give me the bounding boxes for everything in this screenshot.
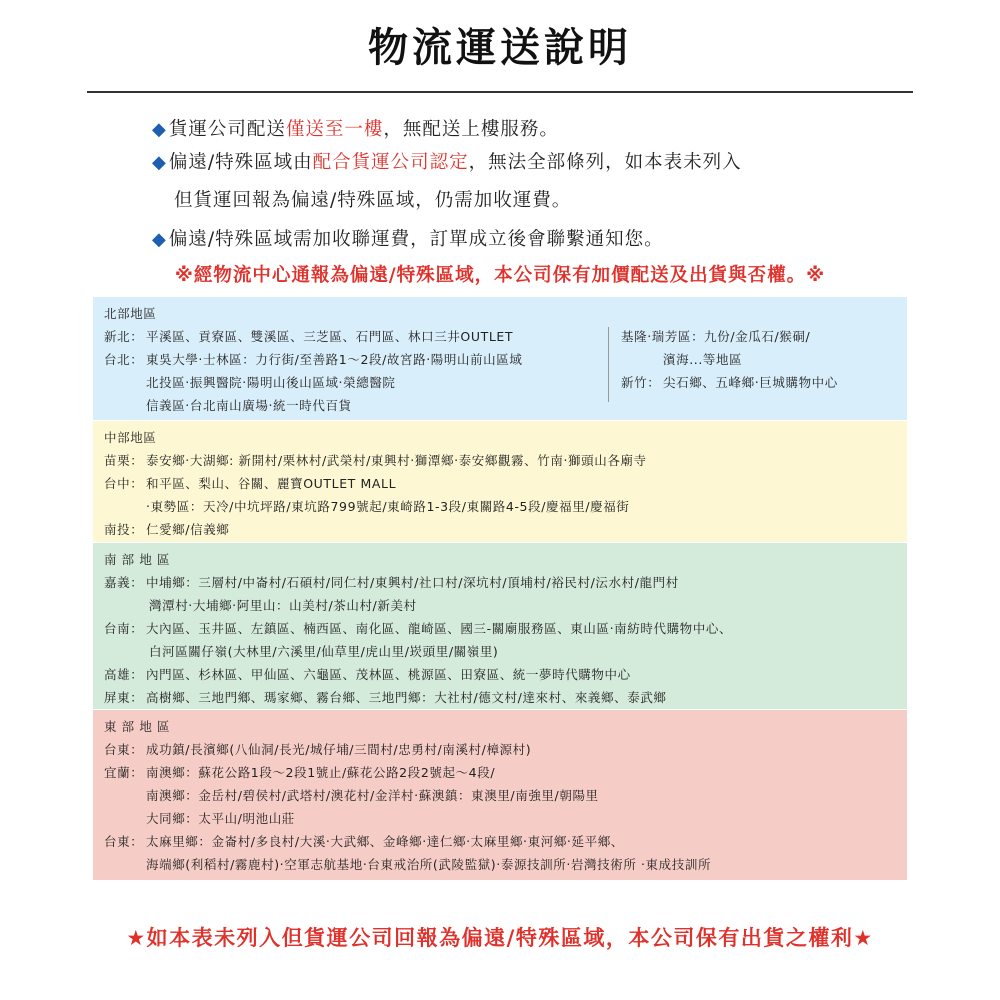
area-text: 大內區、玉井區、左鎮區、楠西區、南化區、龍崎區、國三-關廟服務區、東山區‧南紡時代購物中心、 <box>146 621 733 636</box>
region-line <box>104 594 896 617</box>
region-line <box>104 518 896 541</box>
area-text: 和平區、梨山、谷關、麗寶OUTLET MALL <box>146 476 397 491</box>
note-item <box>152 115 559 141</box>
note-text: ，無法全部條列，如本表未列入 <box>468 152 742 173</box>
area-text: 高樹鄉、三地門鄉、瑪家鄉、霧台鄉、三地門鄉：大社村/德文村/達來村、來義鄉、泰武鄉 <box>146 690 667 705</box>
note-item <box>152 186 571 212</box>
area-text: 成功鎮/長濱鄉(八仙洞/長光/城仔埔/三間村/忠勇村/南溪村/樟源村) <box>146 742 532 757</box>
area-text: 東吳大學‧士林區：力行街/至善路1～2段/故宮路‧陽明山前山區域 <box>146 352 523 367</box>
region-line <box>104 761 896 784</box>
area-text: 南澳鄉：金岳村/碧侯村/武塔村/澳花村/金洋村‧蘇澳鎮：東澳里/南強里/朝陽里 <box>146 788 599 803</box>
area-label: 台東： <box>104 742 144 757</box>
region-north <box>93 297 907 420</box>
region-line <box>104 784 896 807</box>
region-line <box>104 394 522 417</box>
area-label: 新竹： <box>621 375 661 390</box>
area-text: 泰安鄉‧大湖鄉: 新開村/栗林村/武榮村/東興村‧獅潭鄉‧泰安鄉觀霧、竹南‧獅頭山各廟寺 <box>146 453 647 468</box>
area-label: 宜蘭： <box>104 765 144 780</box>
area-text: 白河區關仔嶺(大林里/六溪里/仙草里/虎山里/崁頭里/關嶺里) <box>149 644 499 659</box>
region-central <box>93 421 907 542</box>
region-south <box>93 543 907 709</box>
area-text: 北投區‧振興醫院‧陽明山後山區域‧榮總醫院 <box>146 375 396 390</box>
area-text: ‧東勢區：天冷/中坑坪路/東坑路799號起/東崎路1-3段/東關路4-5段/慶福里/慶福街 <box>146 499 630 514</box>
area-text: 仁愛鄉/信義鄉 <box>146 522 230 537</box>
diamond-icon: ◆ <box>152 229 167 250</box>
region-heading: 南 部 地 區 <box>104 552 171 567</box>
region-line <box>104 371 522 394</box>
region-line <box>104 472 896 495</box>
region-line <box>104 348 522 371</box>
region-line <box>104 325 522 348</box>
area-text: 內門區、杉林區、甲仙區、六龜區、茂林區、桃源區、田寮區、統一夢時代購物中心 <box>146 667 631 682</box>
area-label: 屏東： <box>104 690 144 705</box>
area-text: 大同鄉：太平山/明池山莊 <box>146 811 295 826</box>
region-east <box>93 710 907 880</box>
area-text: 基隆‧瑞芳區：九份/金瓜石/猴硐/ <box>621 329 811 344</box>
region-heading: 中部地區 <box>104 430 157 445</box>
area-text: 平溪區、貢寮區、雙溪區、三芝區、石門區、林口三井OUTLET <box>146 329 514 344</box>
region-heading: 北部地區 <box>104 306 157 321</box>
region-line <box>104 640 896 663</box>
area-text: 灣潭村‧大埔鄉‧阿里山：山美村/茶山村/新美村 <box>149 598 417 613</box>
region-line <box>621 348 838 371</box>
note-text: ，無配送上樓服務。 <box>383 119 559 140</box>
area-label: 台東： <box>104 834 144 849</box>
highlight-text: 僅送至一樓 <box>285 119 384 140</box>
area-text: 南澳鄉：蘇花公路1段～2段1號止/蘇花公路2段2號起～4段/ <box>146 765 496 780</box>
area-label: 高雄： <box>104 667 144 682</box>
page-title: 物流運送說明 <box>368 25 632 71</box>
highlight-text: 配合貨運公司認定 <box>312 152 469 173</box>
region-line <box>104 617 896 640</box>
region-line <box>104 738 896 761</box>
area-label: 苗栗： <box>104 453 144 468</box>
region-line <box>104 663 896 686</box>
area-label: 台中： <box>104 476 144 491</box>
note-text: 但貨運回報為偏遠/特殊區域，仍需加收運費。 <box>174 190 572 211</box>
area-label: 南投： <box>104 522 144 537</box>
region-line <box>104 686 896 709</box>
footer-notice: ★如本表未列入但貨運公司回報為偏遠/特殊區域，本公司保有出貨之權利★ <box>126 926 874 950</box>
area-label: 新北： <box>104 329 144 344</box>
area-label: 嘉義： <box>104 575 144 590</box>
area-label: 台南： <box>104 621 144 636</box>
region-line <box>104 495 896 518</box>
region-line <box>621 325 838 348</box>
region-line <box>621 371 838 394</box>
region-heading: 東 部 地 區 <box>104 719 171 734</box>
region-line <box>104 571 896 594</box>
note-item <box>152 148 742 174</box>
diamond-icon: ◆ <box>152 152 167 173</box>
note-text: 貨運公司配送 <box>168 119 286 140</box>
region-line <box>104 807 896 830</box>
note-text: 偏遠/特殊區域需加收聯運費，訂單成立後會聯繫通知您。 <box>168 229 664 250</box>
notice-text: ※經物流中心通報為偏遠/特殊區域，本公司保有加價配送及出貨與否權。※ <box>174 265 826 286</box>
area-label: 台北： <box>104 352 144 367</box>
column-divider <box>608 327 609 402</box>
region-line <box>104 830 896 853</box>
area-text: 尖石鄉、五峰鄉‧巨城購物中心 <box>663 375 838 390</box>
note-text: 偏遠/特殊區域由 <box>168 152 313 173</box>
area-text: 信義區‧台北南山廣場‧統一時代百貨 <box>146 398 352 413</box>
area-text: 濱海...等地區 <box>663 352 743 367</box>
area-text: 中埔鄉：三層村/中崙村/石碩村/同仁村/東興村/社口村/深坑村/頂埔村/裕民村/沄水村/龍門村 <box>146 575 679 590</box>
region-line <box>104 449 896 472</box>
region-line <box>104 853 896 876</box>
title-divider <box>87 91 913 93</box>
area-text: 太麻里鄉：金崙村/多良村/大溪‧大武鄉、金峰鄉‧達仁鄉‧太麻里鄉‧東河鄉‧延平鄉、 <box>146 834 624 849</box>
area-text: 海端鄉(利稻村/霧鹿村)‧空軍志航基地‧台東戒治所(武陵監獄)‧泰源技訓所‧岩灣技術所 ‧東成技訓所 <box>146 857 712 872</box>
diamond-icon: ◆ <box>152 119 167 140</box>
note-item <box>152 225 664 251</box>
